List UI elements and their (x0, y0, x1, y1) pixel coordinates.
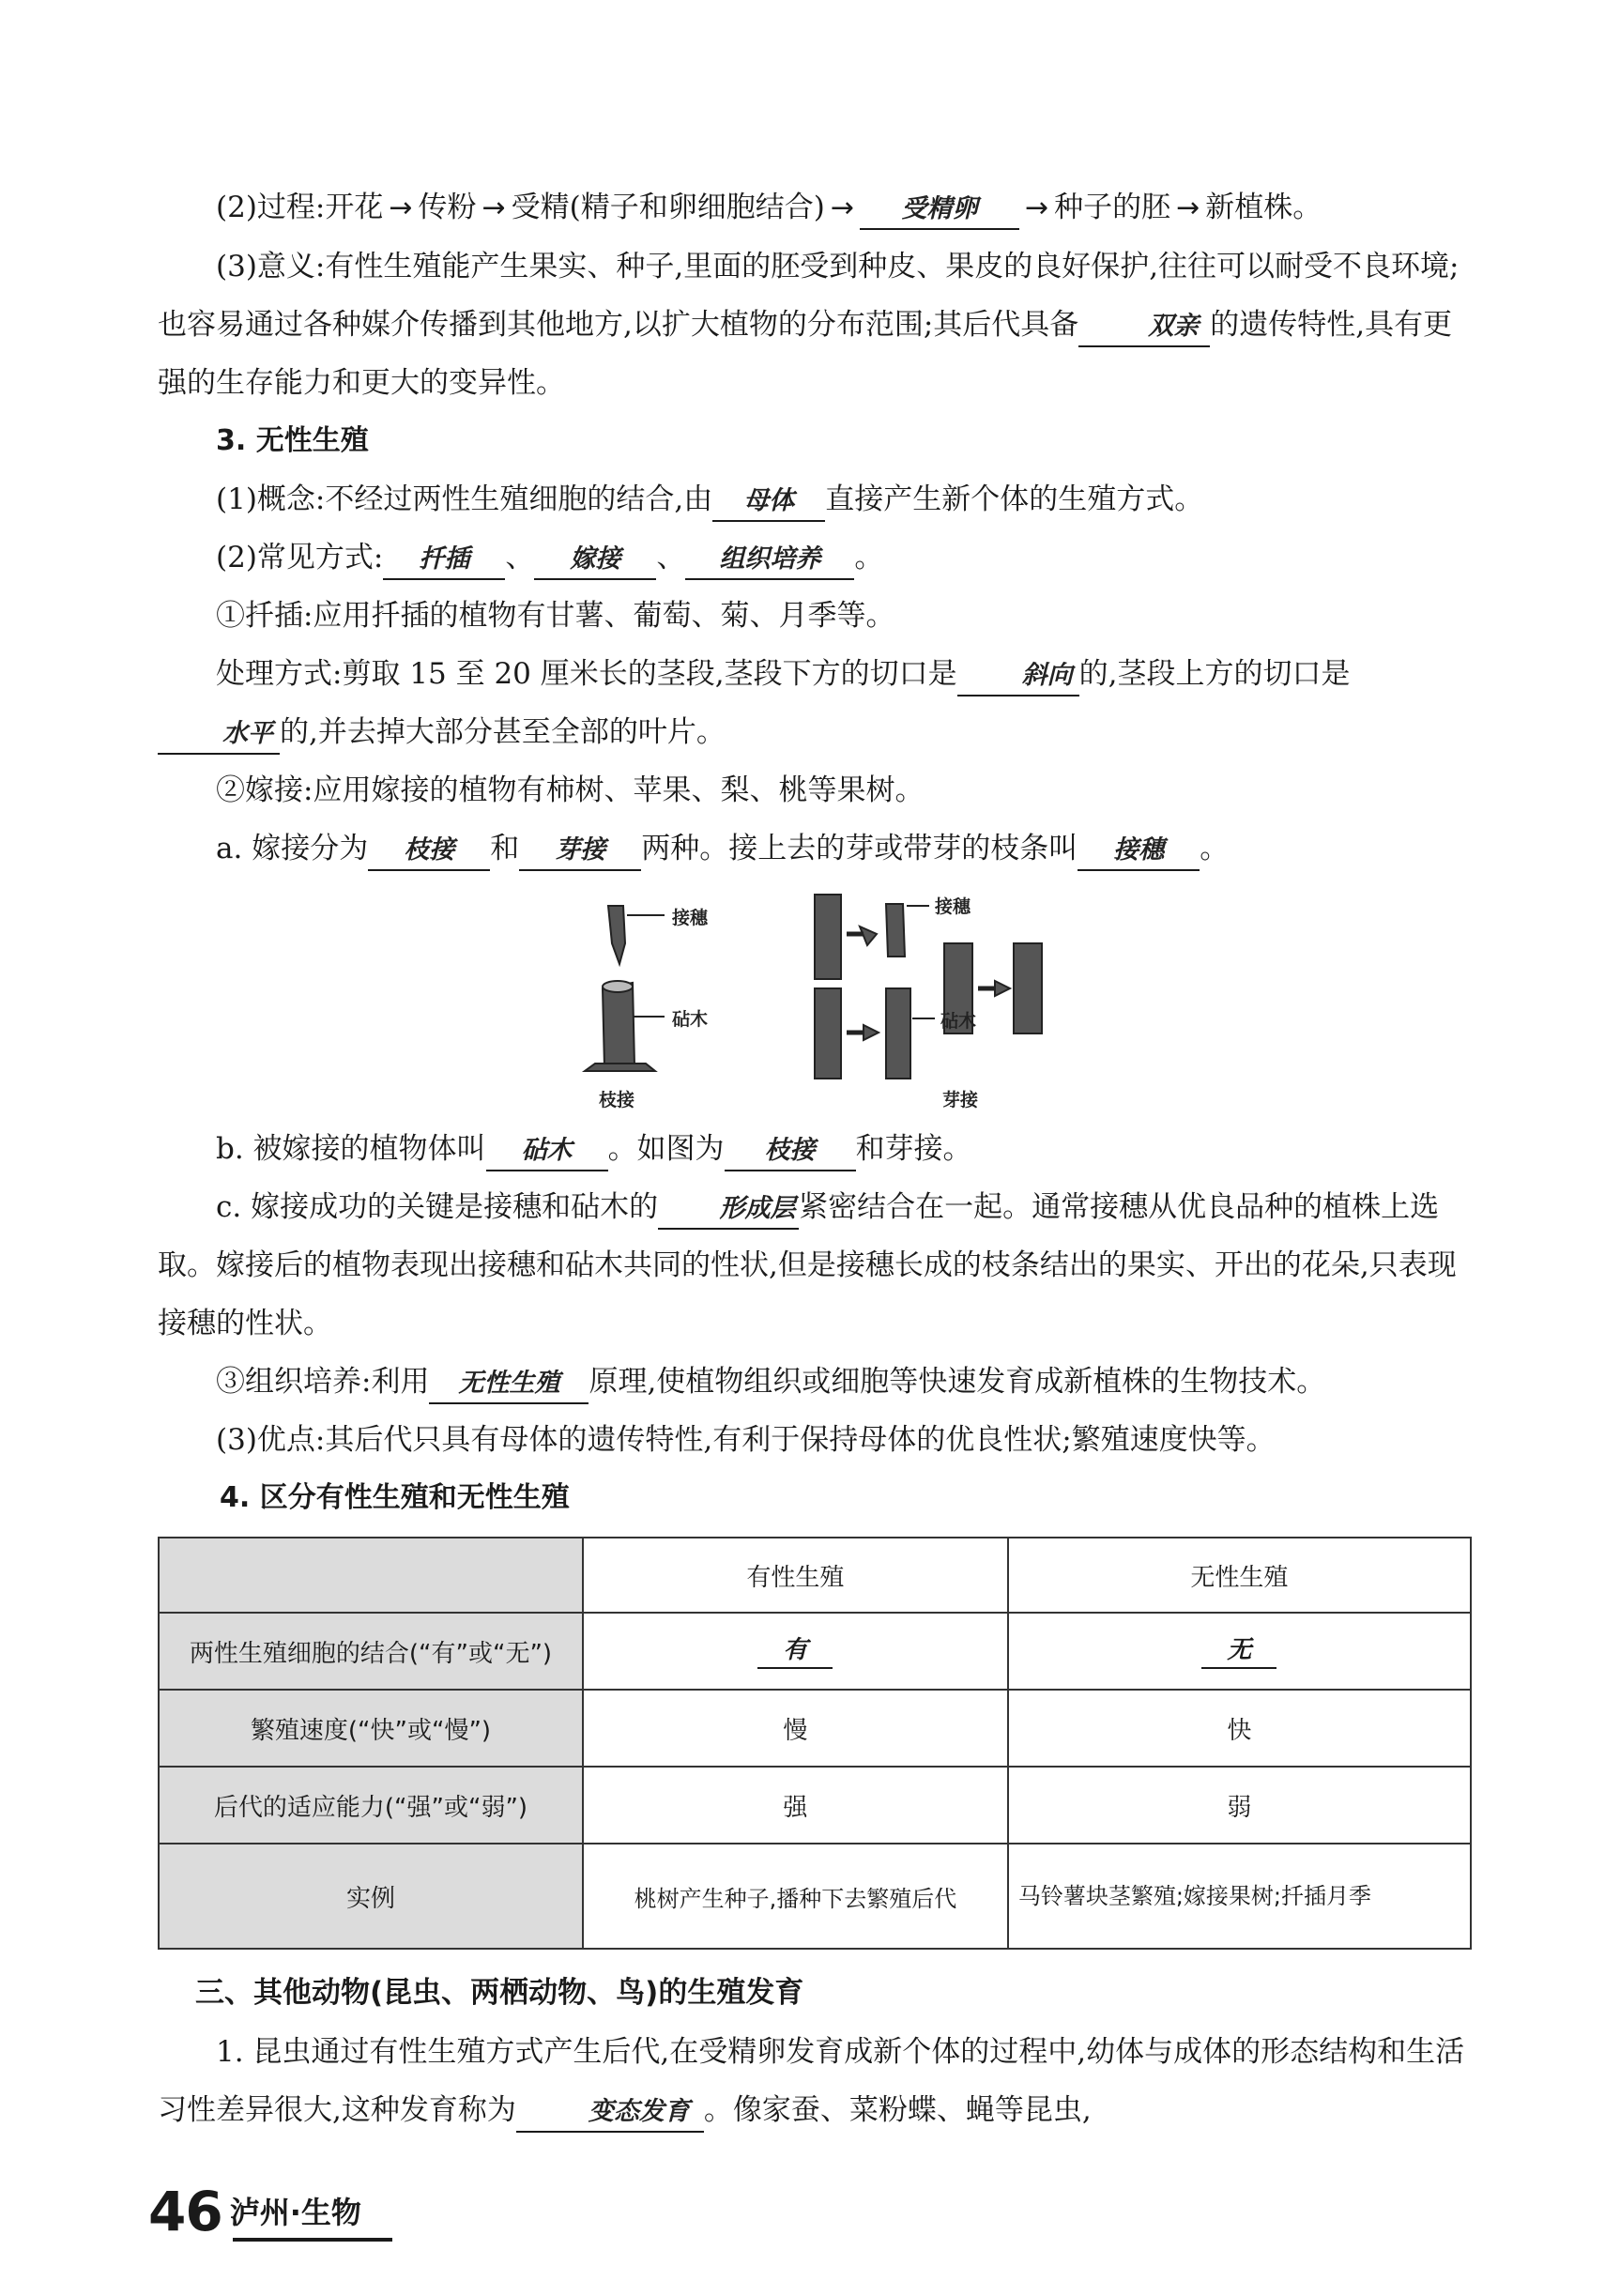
section-title-asexual: 3. 无性生殖 (216, 424, 369, 457)
final-branch (1014, 943, 1042, 1033)
table-cell (1008, 1613, 1471, 1690)
answer-blank-rootstock: 砧木 (486, 1132, 608, 1171)
tissue-text: ③组织培养:利用 (216, 1365, 430, 1399)
arrow-right-icon: → (482, 191, 506, 224)
answer-blank-bud-graft: 芽接 (519, 832, 641, 871)
answer-blank-has: 有 (757, 1633, 833, 1669)
advantage-line: (3)优点:其后代只具有母体的遗传特性,有利于保持母体的优良性状;繁殖速度快等。 (216, 1423, 1276, 1457)
stock-cut-branch (886, 988, 910, 1079)
table-cell (583, 1613, 1008, 1690)
answer-blank-parents: 双亲 (1078, 308, 1210, 347)
concept-line (158, 470, 1472, 528)
bud-piece (886, 904, 905, 957)
table-cell: 慢 (583, 1690, 1008, 1767)
answer-blank-oblique: 斜向 (957, 657, 1079, 696)
section-title-other-animals: 三、其他动物(昆虫、两栖动物、鸟)的生殖发育 (195, 1976, 804, 2010)
label-stock-left: 砧木 (672, 1009, 709, 1030)
process-text-new-plant: 新植株。 (1205, 191, 1322, 224)
separator: 。 (854, 541, 884, 574)
column-header-sexual: 有性生殖 (583, 1538, 1008, 1613)
scion-cutting (608, 906, 625, 964)
separator: 、 (505, 541, 535, 574)
table-row (159, 1690, 1471, 1767)
process-text-flower: (2)过程:开花 (216, 191, 384, 224)
graft-line: ②嫁接:应用嫁接的植物有柿树、苹果、梨、桃等果树。 (216, 773, 925, 807)
cutting-method-text-end: 的,并去掉大部分甚至全部的叶片。 (280, 715, 726, 749)
insect-text-end: 。像家蚕、菜粉蝶、蝇等昆虫, (703, 2093, 1092, 2127)
cutting-line: ①扦插:应用扦插的植物有甘薯、葡萄、菊、月季等。 (216, 599, 895, 633)
row-label: 繁殖速度(“快”或“慢”) (159, 1690, 583, 1767)
graft-a-and: 和 (490, 832, 520, 865)
graft-a-text: a. 嫁接分为 (216, 832, 369, 865)
tissue-culture-line (158, 1353, 1472, 1411)
comparison-table (158, 1537, 1472, 1950)
concept-text-end: 直接产生新个体的生殖方式。 (825, 482, 1204, 516)
row-label: 两性生殖细胞的结合(“有”或“无”) (159, 1613, 583, 1690)
stock-branch (815, 988, 841, 1079)
row-label: 后代的适应能力(“强”或“弱”) (159, 1767, 583, 1844)
common-methods-line (158, 528, 1472, 587)
table-cell: 快 (1008, 1690, 1471, 1767)
answer-blank-none: 无 (1201, 1633, 1276, 1669)
graft-a-line (158, 819, 1472, 878)
process-line (158, 178, 1472, 237)
meaning-paragraph (158, 237, 1472, 412)
insect-text: 1. 昆虫通过有性生殖方式产生后代,在受精卵发育成新个体的过程中,幼体与成体的形态结构和生活习性差异很大,这种发育称为 (158, 2035, 1465, 2127)
cutting-method-text-mid: 的,茎段上方的切口是 (1078, 657, 1351, 691)
table-row (159, 1613, 1471, 1690)
common-methods-label: (2)常见方式: (216, 541, 384, 574)
arrow-head-2 (864, 1025, 879, 1040)
separator: 。 (1200, 832, 1230, 865)
label-stock-right: 砧木 (940, 1011, 977, 1032)
graft-c-text: c. 嫁接成功的关键是接穗和砧木的 (216, 1190, 659, 1224)
table-row (159, 1767, 1471, 1844)
caption-bud-graft: 芽接 (942, 1090, 979, 1110)
caption-branch-graft: 枝接 (599, 1090, 635, 1110)
graft-b-text-end: 和芽接。 (855, 1132, 972, 1166)
arrow-right-icon: → (389, 191, 413, 224)
answer-blank-zygote: 受精卵 (860, 191, 1019, 230)
rootstock-trunk (603, 983, 634, 1067)
table-cell: 桃树产生种子,播种下去繁殖后代 (583, 1844, 1008, 1949)
answer-blank-metamorphosis: 变态发育 (516, 2093, 704, 2133)
meaning-text: (3)意义:有性生殖能产生果实、种子,里面的胚受到种皮、果皮的良好保护,往往可以耐受不良环境;也容易通过各种媒介传播到其他地方,以扩大植物的分布范围;其后代具备 (158, 250, 1460, 342)
answer-blank-grafting: 嫁接 (534, 541, 656, 580)
arrow-right-icon: → (1024, 191, 1049, 224)
table-header-row (159, 1538, 1471, 1613)
bud-branch (815, 895, 841, 979)
table-row (159, 1844, 1471, 1949)
grafting-illustration (158, 878, 1472, 1120)
bud-graft-drawing (815, 895, 1042, 1079)
rootstock-base (585, 1064, 655, 1071)
branch-graft-drawing (585, 906, 655, 1071)
answer-blank-mother: 母体 (712, 482, 825, 522)
answer-blank-asexual: 无性生殖 (429, 1365, 588, 1404)
label-scion-right: 接穗 (935, 896, 971, 917)
arrow-head-3 (995, 981, 1010, 996)
process-text-pollination: 传粉 (418, 191, 477, 224)
table-cell: 马铃薯块茎繁殖;嫁接果树;扦插月季 (1008, 1844, 1471, 1949)
page-footer (148, 2180, 361, 2243)
arrow-right-icon: → (830, 191, 854, 224)
table-corner (159, 1538, 583, 1613)
answer-blank-cutting: 扦插 (383, 541, 505, 580)
cutting-method-paragraph (158, 645, 1472, 761)
graft-b-text: b. 被嫁接的植物体叫 (216, 1132, 486, 1166)
arrow-right-icon: → (1176, 191, 1200, 224)
process-text-embryo: 种子的胚 (1054, 191, 1171, 224)
table-cell: 强 (583, 1767, 1008, 1844)
graft-a-text-mid: 两种。接上去的芽或带芽的枝条叫 (641, 832, 1078, 865)
graft-c-paragraph (158, 1178, 1472, 1353)
separator: 、 (656, 541, 686, 574)
grafting-figure (158, 878, 1472, 1120)
label-scion-left: 接穗 (672, 908, 709, 928)
page-number: 46 (148, 2180, 222, 2243)
page-content (158, 178, 1472, 2139)
graft-b-line (158, 1120, 1472, 1178)
tissue-text-end: 原理,使植物组织或细胞等快速发育成新植株的生物技术。 (588, 1365, 1326, 1399)
meaning-text-end: 的遗传特性,具有更强的生存能力和更大的变异性。 (158, 308, 1453, 400)
section-title-compare: 4. 区分有性生殖和无性生殖 (220, 1481, 570, 1514)
table-cell: 弱 (1008, 1767, 1471, 1844)
answer-blank-branch-graft-2: 枝接 (725, 1132, 856, 1171)
cutting-method-text: 处理方式:剪取 15 至 20 厘米长的茎段,茎段下方的切口是 (216, 657, 957, 691)
column-header-asexual: 无性生殖 (1008, 1538, 1471, 1613)
answer-blank-tissue-culture: 组织培养 (685, 541, 854, 580)
book-title: 泸州·生物 (229, 2195, 361, 2230)
row-label: 实例 (159, 1844, 583, 1949)
answer-blank-scion: 接穗 (1078, 832, 1200, 871)
graft-c-text-end: 紧密结合在一起。通常接穗从优良品种的植株上选取。嫁接后的植物表现出接穗和砧木共同的性状,但是接穗长成的枝条结出的果实、开出的花朵,只表现接穗的性状。 (158, 1190, 1457, 1340)
answer-blank-branch-graft: 枝接 (368, 832, 490, 871)
concept-text: (1)概念:不经过两性生殖细胞的结合,由 (216, 482, 713, 516)
graft-b-text-mid: 。如图为 (607, 1132, 725, 1166)
footer-underline (233, 2238, 392, 2242)
answer-blank-horizontal: 水平 (158, 715, 280, 755)
process-text-fertilization: 受精(精子和卵细胞结合) (511, 191, 825, 224)
rootstock-cut (603, 981, 633, 992)
answer-blank-cambium: 形成层 (658, 1190, 799, 1230)
insect-paragraph (158, 2023, 1472, 2139)
